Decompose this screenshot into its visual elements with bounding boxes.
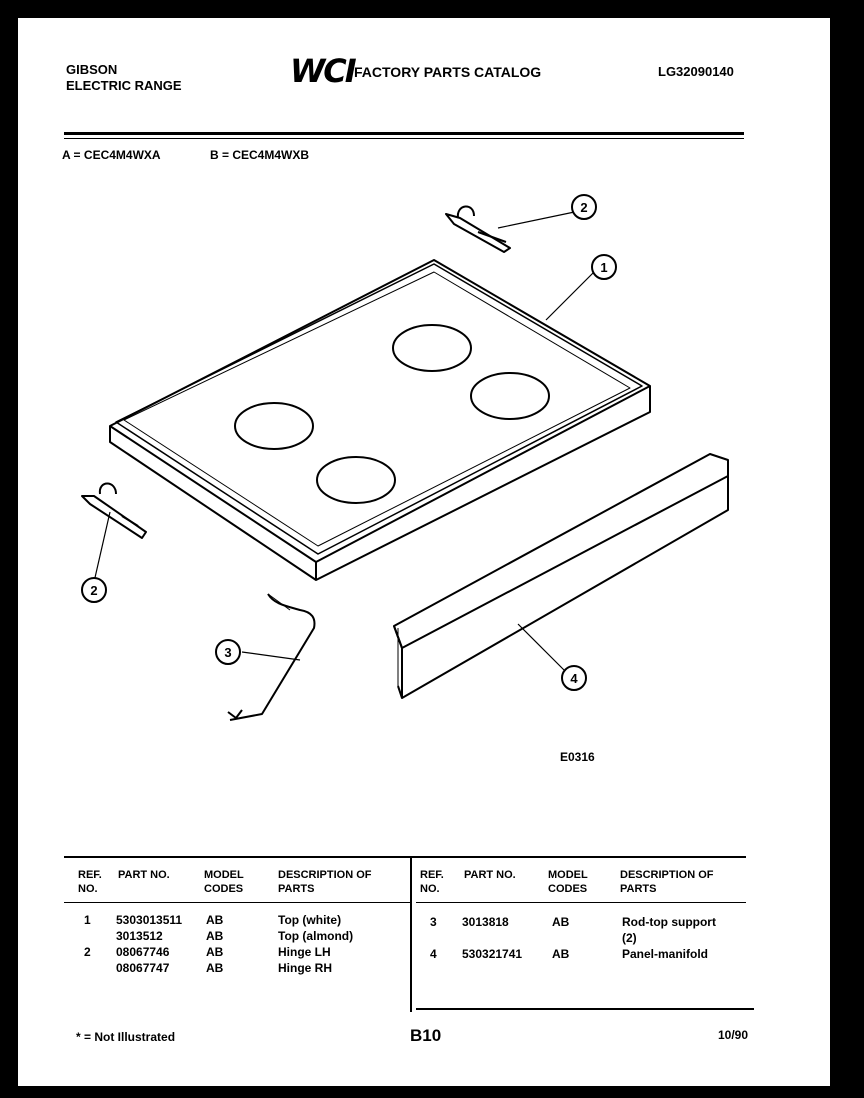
col-ref-no: REF. NO. (78, 869, 102, 895)
panel-manifold-part-4 (394, 454, 728, 698)
figure-code: E0316 (560, 750, 595, 764)
callout-3: 3 (224, 645, 232, 660)
col-description: DESCRIPTION OF PARTS (278, 869, 372, 895)
catalog-title: FACTORY PARTS CATALOG (354, 64, 542, 80)
exploded-parts-diagram (18, 18, 830, 778)
callout-2-top: 2 (580, 200, 588, 215)
description: Panel-manifold (622, 947, 709, 961)
ref-no: 2 (84, 945, 91, 959)
description: Top (almond) (278, 929, 354, 943)
model-b-label: B = CEC4M4WXB (210, 148, 310, 162)
model-codes: AB (206, 929, 224, 943)
col-part-no: PART NO. (118, 869, 170, 881)
catalog-number: LG32090140 (658, 64, 734, 79)
table-divider (410, 856, 412, 1012)
callout-2-left: 2 (90, 583, 98, 598)
model-codes: AB (552, 915, 570, 929)
col-model-codes-right: MODEL CODES (548, 869, 588, 895)
model-a-label: A = CEC4M4WXA (62, 148, 161, 162)
rod-top-support-part-3 (228, 594, 314, 720)
part-no: 08067746 (116, 945, 170, 959)
wci-logo: WCI (290, 52, 355, 90)
col-model-codes: MODEL CODES (204, 869, 244, 895)
col-part-no-right: PART NO. (464, 869, 516, 881)
description-continued: (2) (622, 931, 637, 945)
part-no: 3013818 (462, 915, 509, 929)
col-ref-no-right: REF. NO. (420, 869, 444, 895)
not-illustrated-note: * = Not Illustrated (76, 1030, 176, 1044)
table-bottom-rule (416, 1008, 754, 1010)
description: Rod-top support (622, 915, 716, 929)
brand-name: GIBSON (66, 62, 118, 77)
model-codes: AB (206, 913, 224, 927)
table-header-rule-right (416, 902, 746, 903)
product-type: ELECTRIC RANGE (66, 78, 182, 93)
hinge-rh-part-2 (446, 206, 510, 252)
ref-no: 3 (430, 915, 437, 929)
part-no: 08067747 (116, 961, 170, 975)
model-codes: AB (206, 945, 224, 959)
table-header-rule-left (64, 902, 410, 903)
parts-catalog-sheet (18, 18, 830, 1086)
table-top-rule (64, 856, 746, 858)
part-no: 530321741 (462, 947, 523, 961)
col-description-right: DESCRIPTION OF PARTS (620, 869, 714, 895)
description: Top (white) (278, 913, 342, 927)
cooktop-part-1 (110, 260, 650, 580)
page-code: B10 (410, 1026, 442, 1045)
model-codes: AB (552, 947, 570, 961)
description: Hinge RH (278, 961, 332, 975)
hinge-lh-part-2 (82, 484, 146, 539)
ref-no: 4 (430, 947, 437, 961)
description: Hinge LH (278, 945, 331, 959)
revision-date: 10/90 (718, 1028, 749, 1042)
callout-4: 4 (570, 671, 578, 686)
ref-no: 1 (84, 913, 91, 927)
part-no: 3013512 (116, 929, 163, 943)
model-codes: AB (206, 961, 224, 975)
part-no: 5303013511 (116, 913, 183, 927)
callout-1: 1 (600, 260, 608, 275)
